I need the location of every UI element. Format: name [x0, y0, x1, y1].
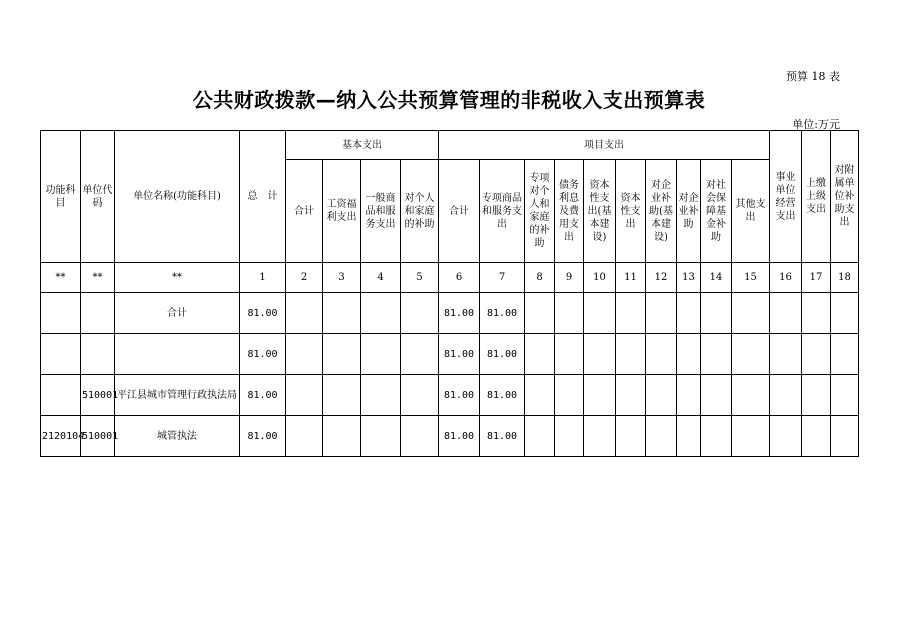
table-row	[41, 375, 859, 416]
header-project-capital-construction: 资本性支出(基本建设)	[584, 160, 616, 263]
header-project-social-security: 对社会保障基金补助	[701, 160, 732, 263]
index-cell: 16	[770, 263, 802, 293]
header-basic-wages: 工资福利支出	[323, 160, 361, 263]
project-goods-cell: 81.00	[480, 416, 525, 457]
func-code-cell	[41, 293, 81, 334]
total-cell: 81.00	[240, 293, 286, 334]
header-project-debt: 债务利息及费用支出	[555, 160, 584, 263]
index-cell: 13	[677, 263, 701, 293]
func-code-cell: 2120104	[41, 416, 81, 457]
project-goods-cell: 81.00	[480, 375, 525, 416]
header-project-enterprise: 对企业补助	[677, 160, 701, 263]
index-cell: 4	[361, 263, 401, 293]
project-goods-cell: 81.00	[480, 293, 525, 334]
index-cell: 11	[616, 263, 646, 293]
header-project-capital: 资本性支出	[616, 160, 646, 263]
index-cell: 5	[401, 263, 439, 293]
project-total-cell: 81.00	[439, 334, 480, 375]
project-total-cell: 81.00	[439, 375, 480, 416]
index-cell: **	[115, 263, 240, 293]
header-basic-goods: 一般商品和服务支出	[361, 160, 401, 263]
index-cell: 8	[525, 263, 555, 293]
header-group-basic: 基本支出	[286, 131, 439, 160]
header-func-code: 功能科目	[41, 131, 81, 263]
table-row	[41, 416, 859, 457]
unit-label: 单位:万元	[792, 118, 840, 131]
index-cell: 6	[439, 263, 480, 293]
header-group-project: 项目支出	[439, 131, 770, 160]
total-cell: 81.00	[240, 416, 286, 457]
table-row	[41, 293, 859, 334]
unit-name-cell: 城管执法	[115, 416, 240, 457]
header-business: 事业单位经营支出	[770, 131, 802, 263]
unit-name-cell: 平江县城市管理行政执法局	[115, 375, 240, 416]
index-cell: 7	[480, 263, 525, 293]
unit-code-cell	[81, 293, 115, 334]
index-cell: 17	[802, 263, 831, 293]
unit-code-cell: 510001	[81, 416, 115, 457]
project-total-cell: 81.00	[439, 293, 480, 334]
header-project-goods: 专项商品和服务支出	[480, 160, 525, 263]
index-cell: 9	[555, 263, 584, 293]
index-cell: **	[41, 263, 81, 293]
header-band-row	[41, 131, 859, 160]
table-row	[41, 334, 859, 375]
header-turnover: 上缴上级支出	[802, 131, 831, 263]
func-code-cell	[41, 375, 81, 416]
project-goods-cell: 81.00	[480, 334, 525, 375]
unit-name-cell: 合计	[115, 293, 240, 334]
total-cell: 81.00	[240, 334, 286, 375]
header-project-other: 其他支出	[732, 160, 770, 263]
header-project-enterprise-construction: 对企业补助(基本建设)	[646, 160, 677, 263]
total-cell: 81.00	[240, 375, 286, 416]
form-number: 预算 18 表	[786, 70, 840, 83]
page-title: 公共财政拨款—纳入公共预算管理的非税收入支出预算表	[192, 88, 706, 112]
header-project-personal: 专项对个人和家庭的补助	[525, 160, 555, 263]
header-basic-total: 合计	[286, 160, 323, 263]
unit-name-cell	[115, 334, 240, 375]
index-cell: 3	[323, 263, 361, 293]
header-unit-name: 单位名称(功能科目)	[115, 131, 240, 263]
index-cell: 12	[646, 263, 677, 293]
header-subsidy: 对附属单位补助支出	[831, 131, 859, 263]
unit-code-cell	[81, 334, 115, 375]
header-project-total: 合计	[439, 160, 480, 263]
index-cell: 14	[701, 263, 732, 293]
index-cell: 10	[584, 263, 616, 293]
index-cell: 15	[732, 263, 770, 293]
index-cell: 1	[240, 263, 286, 293]
index-cell: 18	[831, 263, 859, 293]
index-row	[41, 263, 859, 293]
budget-table	[40, 130, 859, 457]
header-total: 总 计	[240, 131, 286, 263]
index-cell: **	[81, 263, 115, 293]
project-total-cell: 81.00	[439, 416, 480, 457]
unit-code-cell: 510001	[81, 375, 115, 416]
header-unit-code: 单位代码	[81, 131, 115, 263]
index-cell: 2	[286, 263, 323, 293]
header-basic-personal: 对个人和家庭的补助	[401, 160, 439, 263]
func-code-cell	[41, 334, 81, 375]
